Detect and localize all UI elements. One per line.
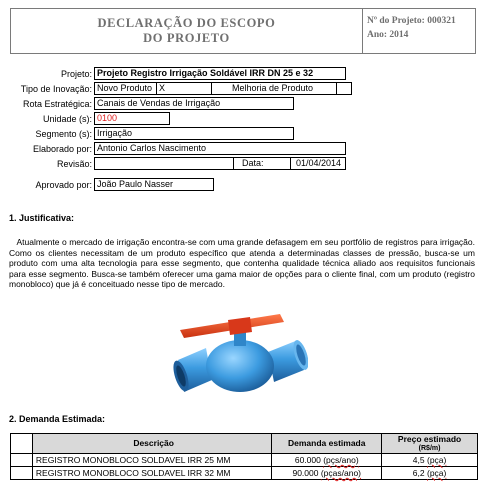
table-row	[11, 467, 478, 480]
projeto-field[interactable]: Projeto Registro Irrigação Soldável IRR DN 25 e 32	[94, 67, 346, 80]
aprovado-label: Aprovado por:	[35, 180, 92, 190]
rota-label: Rota Estratégica:	[22, 99, 92, 109]
row-qty: 90.000	[292, 468, 319, 478]
title-line-1: DECLARAÇÃO DO ESCOPO	[97, 16, 276, 30]
data-field[interactable]: 01/04/2014	[290, 157, 346, 170]
row-demanda	[272, 467, 382, 480]
ball-valve-image	[172, 308, 308, 408]
projeto-label: Projeto:	[60, 69, 92, 79]
row-index-cell	[11, 454, 33, 467]
row-qty: 60.000	[294, 455, 321, 465]
melhoria-produto-option[interactable]: Melhoria de Produto	[211, 82, 337, 95]
justificativa-text	[9, 237, 475, 290]
header-blank	[11, 434, 33, 454]
row-price-unit: (pça)	[426, 455, 447, 465]
header-demanda: Demanda estimada	[272, 434, 382, 454]
row-qty-unit: (pçs/ano)	[323, 455, 359, 465]
valve-body	[206, 340, 274, 392]
header-preco-unit: (R$/m)	[418, 444, 441, 452]
valve-handle	[180, 314, 284, 338]
justificativa-body: Atualmente o mercado de irrigação encontra-se com uma grande defasagem em seu portfólio de registros para irrigação. Como os clientes necessitam de um produto específico que atenda a determinadas classes de pressão, busca-se um produto com uma alta tecnologia para esse segmento, que contenha qualidade técnica aliado aos requisitos funcionais para esse segmento. Busca-se também oferecer uma gama maior de opções para o cliente final, com um produto (registro monobloco) que já é conceituado nesse tipo de mercado.	[9, 237, 475, 289]
row-preco	[382, 454, 478, 467]
revisao-label: Revisão:	[56, 159, 92, 169]
header-meta	[367, 14, 456, 42]
unidade-label: Unidade (s):	[42, 114, 92, 124]
row-demanda	[272, 454, 382, 467]
novo-produto-checkbox[interactable]: X	[156, 82, 212, 95]
header-box	[10, 8, 476, 54]
header-preco	[382, 434, 478, 454]
valve-left-port	[172, 348, 212, 393]
novo-produto-option[interactable]: Novo Produto	[94, 82, 157, 95]
justificativa-heading: 1. Justificativa:	[9, 213, 75, 223]
header-preco-label: Preço estimado	[397, 433, 462, 444]
project-number: Nº do Projeto: 000321	[367, 16, 456, 26]
row-price: 4,5	[412, 455, 425, 465]
tipo-label: Tipo de Inovação:	[20, 84, 92, 94]
segmento-field[interactable]: Irrigação	[94, 127, 294, 140]
demand-table	[10, 433, 478, 480]
melhoria-produto-checkbox[interactable]	[336, 82, 352, 95]
rota-field[interactable]: Canais de Vendas de Irrigação	[94, 97, 294, 110]
row-price: 6,2	[412, 468, 425, 478]
project-year: Ano: 2014	[367, 30, 409, 40]
demand-table-header	[11, 434, 478, 454]
demanda-heading: 2. Demanda Estimada:	[9, 414, 106, 424]
elaborado-label: Elaborado por:	[32, 144, 92, 154]
document-title	[11, 9, 363, 53]
revisao-field[interactable]	[94, 157, 234, 170]
valve-right-port	[268, 338, 308, 382]
row-qty-unit: (pças/ano)	[320, 468, 362, 478]
row-descricao: REGISTRO MONOBLOCO SOLDAVEL IRR 25 MM	[32, 454, 271, 467]
row-descricao: REGISTRO MONOBLOCO SOLDAVEL IRR 32 MM	[32, 467, 271, 480]
aprovado-field[interactable]: João Paulo Nasser	[94, 178, 214, 191]
row-price-unit: (pça)	[426, 468, 447, 478]
unidade-field[interactable]: 0100	[94, 112, 170, 125]
data-label: Data:	[233, 157, 291, 170]
row-preco	[382, 467, 478, 480]
header-descricao: Descrição	[32, 434, 271, 454]
segmento-label: Segmento (s):	[35, 129, 92, 139]
elaborado-field[interactable]: Antonio Carlos Nascimento	[94, 142, 346, 155]
table-row	[11, 454, 478, 467]
row-index-cell	[11, 467, 33, 480]
title-line-2: DO PROJETO	[143, 31, 230, 45]
